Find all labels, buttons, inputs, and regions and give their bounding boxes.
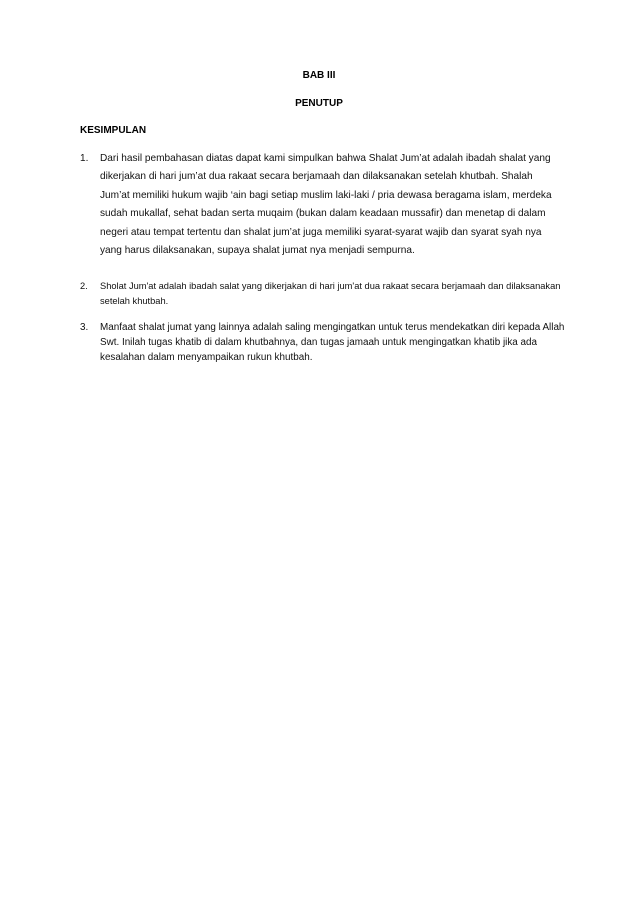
list-item <box>80 150 565 260</box>
list-item <box>80 320 565 365</box>
chapter-title: PENUTUP <box>295 98 343 109</box>
chapter-heading: BAB III <box>302 70 336 81</box>
list-item-text: Manfaat shalat jumat yang lainnya adalah saling mengingatkan untuk terus mendekatkan diri kepada Allah Swt. Inilah tugas khatib di dalam khutbahnya, dan tugas jamaah untuk mengingatkan khatib jika ada kesalahan dalam menyampaikan rukun khutbah. <box>100 322 565 363</box>
list-item-text: Dari hasil pembahasan diatas dapat kami simpulkan bahwa Shalat Jum’at adalah ibadah shalat yang dikerjakan di hari jum’at dua rakaat secara berjamaah dan dilaksanakan setelah khutbah. Shalah Jum’at memiliki hukum wajib ‘ain bagi setiap muslim laki-laki / pria dewasa beragama islam, merdeka sudah mukallaf, sehat badan serta muqaim (bukan dalam keadaan mussafir) dan menetap di dalam negeri atau tempat tertentu dan shalat jum’at juga memiliki syarat-syarat wajib dan syarat syah nya yang harus dilaksanakan, supaya shalat jumat nya menjadi sempurna. <box>100 153 552 257</box>
list-item-number: 3. <box>80 322 89 333</box>
list-item-number: 1. <box>80 153 89 164</box>
list-item <box>80 279 565 309</box>
section-title: KESIMPULAN <box>80 125 147 136</box>
list-item-number: 2. <box>80 281 88 291</box>
list-item-text: Sholat Jum'at adalah ibadah salat yang dikerjakan di hari jum'at dua rakaat secara berjamaah dan dilaksanakan setelah khutbah. <box>100 281 561 306</box>
